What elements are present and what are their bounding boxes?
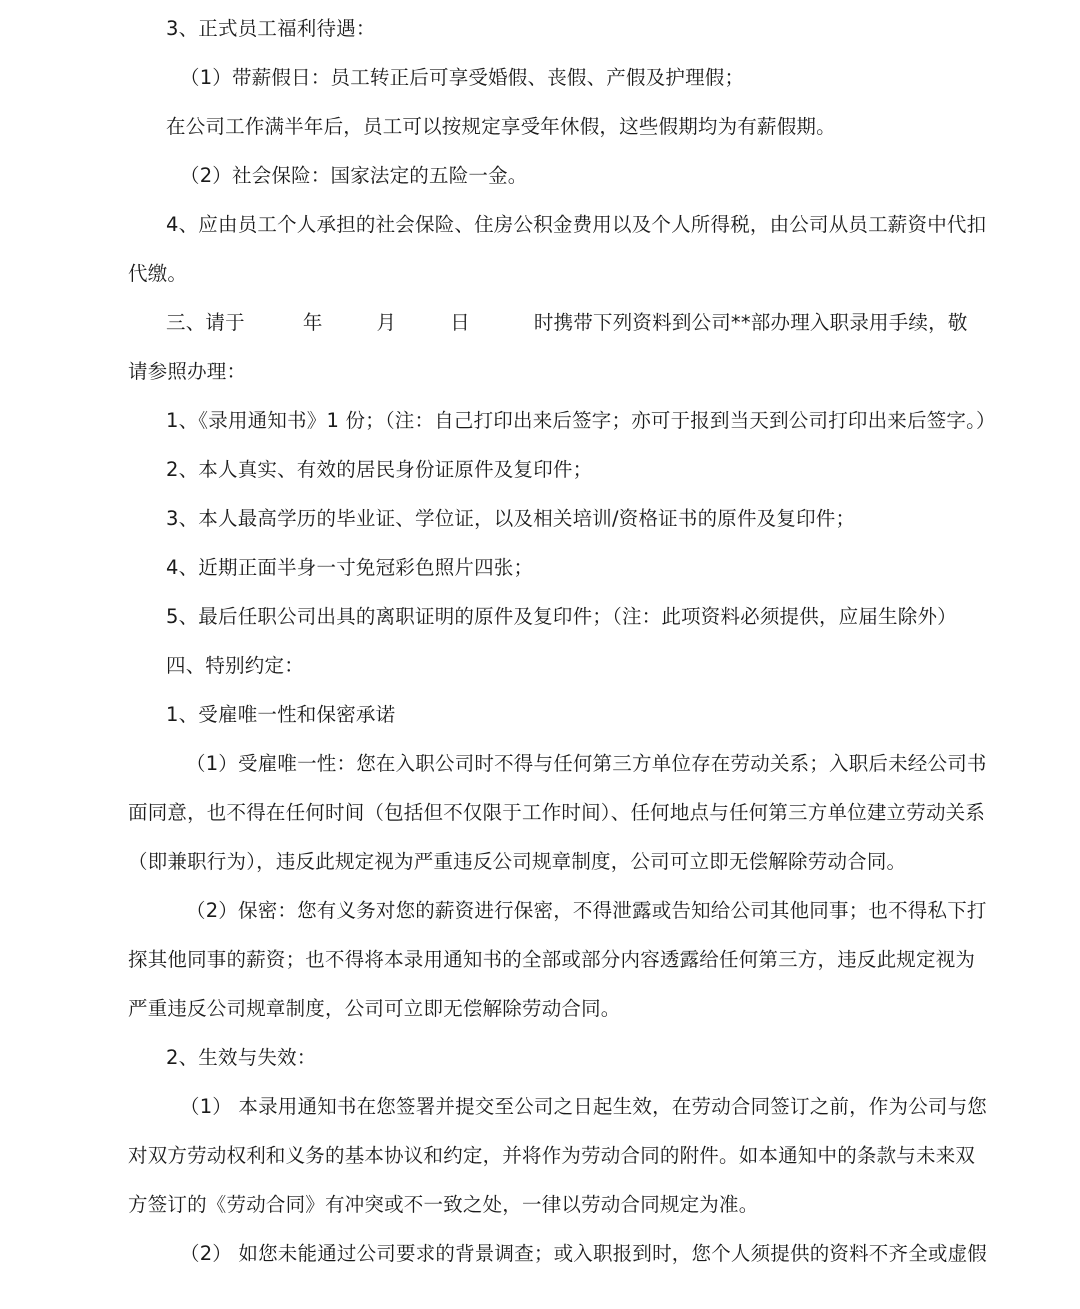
section-4-line-2: 代缴。: [128, 262, 188, 285]
material-item: 4、近期正面半身一寸免冠彩色照片四张；: [166, 556, 534, 579]
section-3-item-2: （2）社会保险：国家法定的五险一金。: [180, 164, 528, 187]
part-3-suffix: 时携带下列资料到公司**部办理入职录用手续，敬: [533, 311, 968, 334]
material-item: 5、最后任职公司出具的离职证明的原件及复印件；（注：此项资料必须提供，应届生除外）: [166, 605, 957, 628]
part-3-line-2: 请参照办理：: [128, 360, 247, 383]
part-4-1-heading: 1、受雇唯一性和保密承诺: [166, 703, 396, 726]
part-4-1-1-line: （即兼职行为），违反此规定视为严重违反公司规章制度，公司可立即无偿解除劳动合同。: [128, 850, 907, 873]
part-3-year: 年: [302, 311, 323, 334]
section-3-heading: 3、正式员工福利待遇：: [166, 17, 376, 40]
part-3-month: 月: [376, 311, 397, 334]
part-4-1-2-line: 严重违反公司规章制度，公司可立即无偿解除劳动合同。: [128, 997, 621, 1020]
section-3-item-1-continued: 在公司工作满半年后，员工可以按规定享受年休假，这些假期均为有薪假期。: [166, 115, 836, 138]
part-4-2-1-line: 方签订的《劳动合同》有冲突或不一致之处，一律以劳动合同规定为准。: [128, 1193, 759, 1216]
section-4-line-1: 4、应由员工个人承担的社会保险、住房公积金费用以及个人所得税，由公司从员工薪资中代扣: [166, 213, 987, 236]
part-4-2-1-line: （1） 本录用通知书在您签署并提交至公司之日起生效，在劳动合同签订之前，作为公司与您: [180, 1095, 988, 1118]
material-item: 3、本人最高学历的毕业证、学位证，以及相关培训/资格证书的原件及复印件；: [166, 507, 856, 530]
part-4-2-heading: 2、生效与失效：: [166, 1046, 317, 1069]
part-4-1-1-line: 面同意，也不得在任何时间（包括但不仅限于工作时间）、任何地点与任何第三方单位建立劳动关系: [128, 801, 986, 824]
part-3-date-line: [166, 310, 968, 336]
part-4-2-2-line: （2） 如您未能通过公司要求的背景调查；或入职报到时，您个人须提供的资料不齐全或虚假: [180, 1242, 988, 1265]
part-3-day: 日: [450, 311, 470, 334]
section-3-item-1: （1）带薪假日：员工转正后可享受婚假、丧假、产假及护理假；: [180, 66, 745, 89]
material-item: 1、《录用通知书》1 份；（注：自己打印出来后签字；亦可于报到当天到公司打印出来后签字。）: [166, 409, 996, 432]
part-3-prefix: 三、请于: [166, 311, 245, 334]
part-4-1-2-line: 探其他同事的薪资；也不得将本录用通知书的全部或部分内容透露给任何第三方，违反此规定视为: [128, 948, 976, 971]
part-4-2-1-line: 对双方劳动权利和义务的基本协议和约定，并将作为劳动合同的附件。如本通知中的条款与未来双: [128, 1144, 976, 1167]
part-4-1-2-line: （2）保密：您有义务对您的薪资进行保密，不得泄露或告知给公司其他同事；也不得私下打: [186, 899, 987, 922]
part-4-1-1-line: （1）受雇唯一性：您在入职公司时不得与任何第三方单位存在劳动关系；入职后未经公司书: [186, 752, 987, 775]
material-item: 2、本人真实、有效的居民身份证原件及复印件；: [166, 458, 593, 481]
part-4-heading: 四、特别约定：: [166, 654, 304, 677]
